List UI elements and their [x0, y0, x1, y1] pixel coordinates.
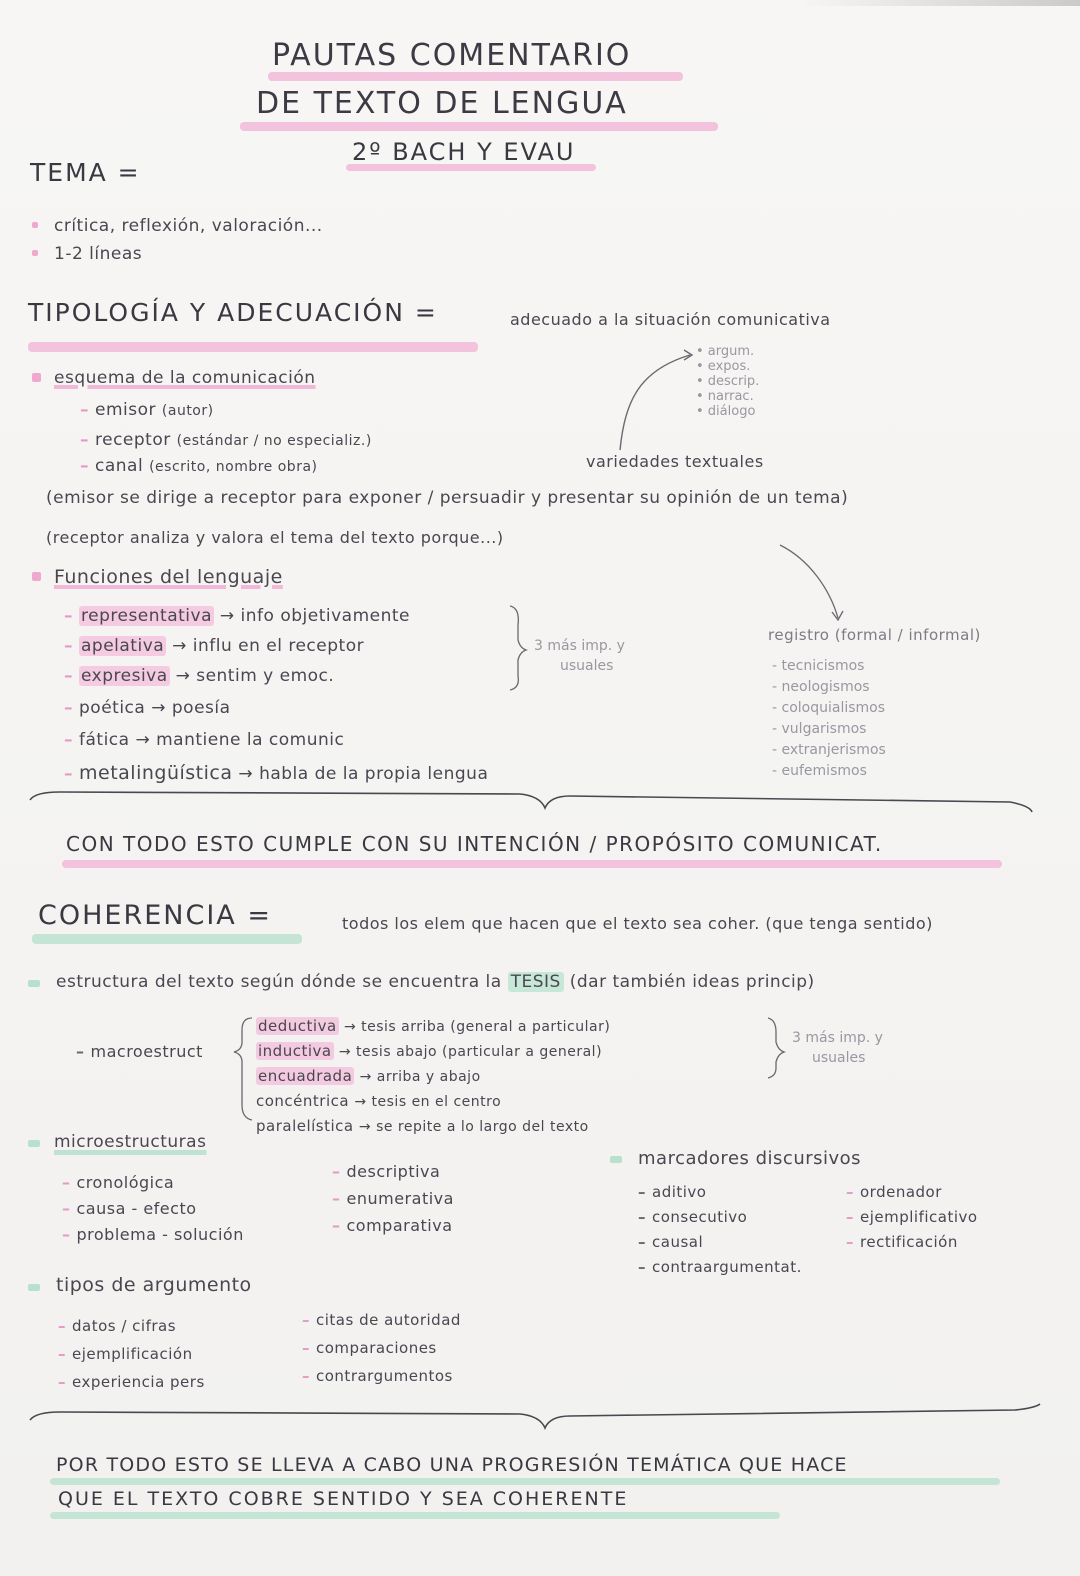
- coherencia-conclusion-line2: QUE EL TEXTO COBRE SENTIDO Y SEA COHERENTE: [58, 1488, 629, 1510]
- macro-name: deductiva: [258, 1017, 337, 1035]
- argumentos-col1: – datos / cifras – ejemplificación – experiencia pers: [58, 1317, 205, 1391]
- macro-list: [256, 1014, 610, 1139]
- micro-col1: – cronológica – causa - efecto – problema - solución: [62, 1173, 244, 1244]
- tesis-label: TESIS: [508, 972, 564, 992]
- funcion-name: representativa: [81, 606, 212, 626]
- argumento-item: comparaciones: [316, 1339, 437, 1357]
- funcion-desc: sentim y emoc.: [196, 666, 335, 686]
- micro-label: microestructuras: [54, 1132, 207, 1152]
- macro-name: encuadrada: [258, 1067, 353, 1085]
- micro-item: descriptiva: [346, 1162, 441, 1181]
- esquema-item-main: receptor: [95, 430, 171, 450]
- micro-item: cronológica: [76, 1173, 175, 1192]
- registro-item: eufemismos: [781, 763, 867, 779]
- registro-item: vulgarismos: [781, 721, 867, 737]
- macro-desc: → tesis abajo (particular a general): [338, 1044, 603, 1060]
- macro-name: paralelística: [256, 1117, 354, 1135]
- argumento-item: contrargumentos: [316, 1367, 453, 1385]
- marcador-item: rectificación: [860, 1233, 958, 1251]
- tema-heading: TEMA =: [30, 158, 141, 187]
- bullet: [28, 980, 40, 987]
- title-highlight-2: [240, 122, 718, 131]
- emisor-line: (emisor se dirige a receptor para exponer / persuadir y presentar su opinión de un tema): [46, 488, 849, 508]
- estructura-line: [56, 972, 815, 992]
- tipologia-heading: TIPOLOGÍA Y ADECUACIÓN =: [28, 298, 438, 327]
- argumento-item: datos / cifras: [72, 1317, 177, 1335]
- registro-list: - tecnicismos - neologismos - coloquialismos - vulgarismos - extranjerismos - eufemismos: [772, 658, 886, 779]
- argumento-item: experiencia pers: [72, 1373, 205, 1391]
- macro-desc: → se repite a lo largo del texto: [358, 1119, 589, 1135]
- micro-item: enumerativa: [346, 1189, 454, 1208]
- esquema-item-note: (escrito, nombre obra): [149, 459, 318, 475]
- funcion-name: apelativa: [81, 636, 165, 656]
- variedad-item: • argum.: [696, 344, 755, 359]
- note-line: usuales: [812, 1050, 866, 1066]
- marcador-item: ejemplificativo: [860, 1208, 978, 1226]
- notebook-page: PAUTAS COMENTARIO DE TEXTO DE LENGUA 2º BACH Y EVAU TEMA = crítica, reflexión, valoración... 1-2 líneas TIPOLOGÍA Y ADECUACIÓN = adecuado a la situación comunicativa esquema de la comunicación – emisor (autor) – receptor (estándar / no especializ.) – canal (escrito, nombre obra) • argum. • expos. • descrip. • narrac. • diálogo variedades textuales (emisor se dirige a receptor para exponer / persuadir y presentar su opinión de un tema) (receptor analiza y valora el tema del texto porque...) Funciones del lenguaje – representativa → info objetivamente – apelativa → influ en el receptor – expresiva → sentim y emoc. – poética → poesía – fática → mantiene la comunic – metalingüística → habla de la propia lengua 3 más imp. y usuales registro (formal / informal) - tecnicismos - neologismos - coloquialismos - vulgarismos - extranjerismos - eufemismos CON TODO ESTO CUMPLE CON SU INTENCIÓN / PROPÓSITO COMUNICAT. COHERENCIA = todos los elem que hacen que el texto sea coher. (que tenga sentido) estructura del texto según dónde se encuentra la TESIS (dar también ideas princip) – macroestruct deductiva → tesis arriba (general a particular) inductiva → tesis abajo (particular a general) encuadrada → arriba y abajo concéntrica → tesis en el centro paralelística → se repite a lo largo del texto 3 más imp. y usuales microestructuras – cronológica – causa - efecto – problema - solución – descriptiva – enumerativa – comparativa marcadores discursivos – aditivo – consecutivo – causal – contraargumentat. – ordenador – ejemplificativo – rectificación tipos de argumento – datos / cifras – ejemplificación – experiencia pers – citas de autoridad – comparaciones – contrargumentos POR TODO ESTO SE LLEVA A CABO UNA PROGRESIÓN TEMÁTICA QUE HACE QUE EL TEXTO COBRE SENTIDO Y SEA COHERENTE: [0, 0, 1080, 1576]
- bullet: [610, 1156, 622, 1163]
- estructura-note: (dar también ideas princip): [569, 972, 815, 992]
- macro-name: concéntrica: [256, 1092, 350, 1110]
- macro-desc: → arriba y abajo: [359, 1069, 481, 1085]
- registro-item: tecnicismos: [781, 658, 865, 674]
- coherencia-definition: todos los elem que hacen que el texto sea coher. (que tenga sentido): [342, 914, 933, 933]
- micro-item: comparativa: [346, 1216, 453, 1235]
- conclusion-highlight: [62, 860, 1002, 868]
- funcion-desc: habla de la propia lengua: [259, 764, 489, 784]
- marcador-item: contraargumentat.: [652, 1258, 802, 1276]
- funciones-label: Funciones del lenguaje: [54, 566, 283, 588]
- bullet: [32, 250, 38, 256]
- page-subtitle: 2º BACH Y EVAU: [352, 138, 576, 166]
- variedad-item: • diálogo: [696, 404, 756, 419]
- micro-col2: – descriptiva – enumerativa – comparativa: [332, 1162, 454, 1235]
- page-title-line1: PAUTAS COMENTARIO: [272, 38, 632, 73]
- macro-desc: → tesis arriba (general a particular): [343, 1019, 611, 1035]
- coherencia-highlight: [32, 934, 302, 944]
- arrow-icon: →: [175, 666, 191, 686]
- coherencia-heading: COHERENCIA =: [38, 900, 272, 931]
- esquema-item-main: canal: [95, 456, 144, 476]
- micro-item: causa - efecto: [76, 1199, 197, 1218]
- esquema-item-note: (estándar / no especializ.): [176, 433, 372, 449]
- note-line: 3 más imp. y: [792, 1030, 883, 1046]
- variedad-item: • expos.: [696, 359, 751, 374]
- coherencia-conclusion-line1: POR TODO ESTO SE LLEVA A CABO UNA PROGRESIÓN TEMÁTICA QUE HACE: [56, 1454, 848, 1476]
- argumentos-col2: – citas de autoridad – comparaciones – contrargumentos: [302, 1311, 461, 1385]
- esquema-label: esquema de la comunicación: [54, 368, 316, 388]
- bullet: [28, 1284, 40, 1291]
- page-title-line2: DE TEXTO DE LENGUA: [256, 86, 628, 121]
- bullet: [32, 222, 38, 228]
- arrow-icon: →: [135, 730, 151, 750]
- micro-item: problema - solución: [76, 1225, 244, 1244]
- tema-item: crítica, reflexión, valoración...: [54, 216, 323, 236]
- variedades-list: [696, 344, 759, 419]
- variedades-label: variedades textuales: [586, 452, 764, 471]
- marcadores-col2: – ordenador – ejemplificativo – rectificación: [846, 1183, 978, 1251]
- conclusion-highlight-2: [50, 1512, 780, 1519]
- macro-name: inductiva: [258, 1042, 332, 1060]
- funcion-desc: influ en el receptor: [192, 636, 365, 656]
- argumento-item: citas de autoridad: [316, 1311, 461, 1329]
- note-line: 3 más imp. y: [534, 638, 625, 654]
- macro-desc: → tesis en el centro: [354, 1094, 502, 1110]
- tipologia-highlight: [28, 342, 478, 352]
- receptor-line: (receptor analiza y valora el tema del texto porque...): [46, 528, 504, 547]
- funcion-name: expresiva: [81, 666, 168, 686]
- marcador-item: ordenador: [860, 1183, 942, 1201]
- tipologia-definition: adecuado a la situación comunicativa: [510, 310, 831, 329]
- registro-item: extranjerismos: [781, 742, 886, 758]
- bullet: [32, 373, 41, 382]
- funcion-desc: mantiene la comunic: [156, 730, 345, 750]
- macro-label: macroestruct: [90, 1042, 203, 1061]
- tipologia-conclusion: CON TODO ESTO CUMPLE CON SU INTENCIÓN / PROPÓSITO COMUNICAT.: [66, 832, 883, 856]
- funcion-name: fática: [79, 730, 130, 750]
- marcador-item: aditivo: [652, 1183, 707, 1201]
- funcion-desc: info objetivamente: [240, 606, 410, 626]
- arrow-icon: →: [172, 636, 187, 656]
- estructura-label: estructura del texto según dónde se encuentra la: [56, 972, 502, 992]
- bullet: [32, 572, 41, 581]
- variedad-item: • descrip.: [696, 374, 760, 389]
- macro-note: [792, 1028, 883, 1068]
- registro-label: registro (formal / informal): [768, 626, 981, 644]
- esquema-item-note: (autor): [161, 403, 214, 419]
- conclusion-highlight-1: [50, 1478, 1000, 1485]
- arrow-icon: →: [151, 698, 166, 718]
- argumento-item: ejemplificación: [72, 1345, 193, 1363]
- arrow-icon: →: [219, 606, 235, 626]
- title-highlight-1: [268, 72, 683, 81]
- note-line: usuales: [560, 658, 614, 674]
- marcador-item: consecutivo: [652, 1208, 748, 1226]
- variedad-item: • narrac.: [696, 389, 754, 404]
- bullet: [28, 1140, 40, 1147]
- marcador-item: causal: [652, 1233, 704, 1251]
- funciones-note: [534, 636, 625, 676]
- argumentos-label: tipos de argumento: [56, 1274, 252, 1296]
- arrow-icon: →: [238, 764, 254, 784]
- funcion-name: poética: [79, 698, 146, 718]
- funcion-name: metalingüística: [79, 762, 233, 784]
- tema-item: 1-2 líneas: [54, 244, 143, 264]
- marcadores-col1: – aditivo – consecutivo – causal – contraargumentat.: [638, 1183, 802, 1276]
- funcion-desc: poesía: [171, 698, 231, 718]
- registro-item: coloquialismos: [781, 700, 886, 716]
- marcadores-label: marcadores discursivos: [638, 1148, 862, 1169]
- esquema-item-main: emisor: [95, 400, 156, 420]
- registro-item: neologismos: [781, 679, 870, 695]
